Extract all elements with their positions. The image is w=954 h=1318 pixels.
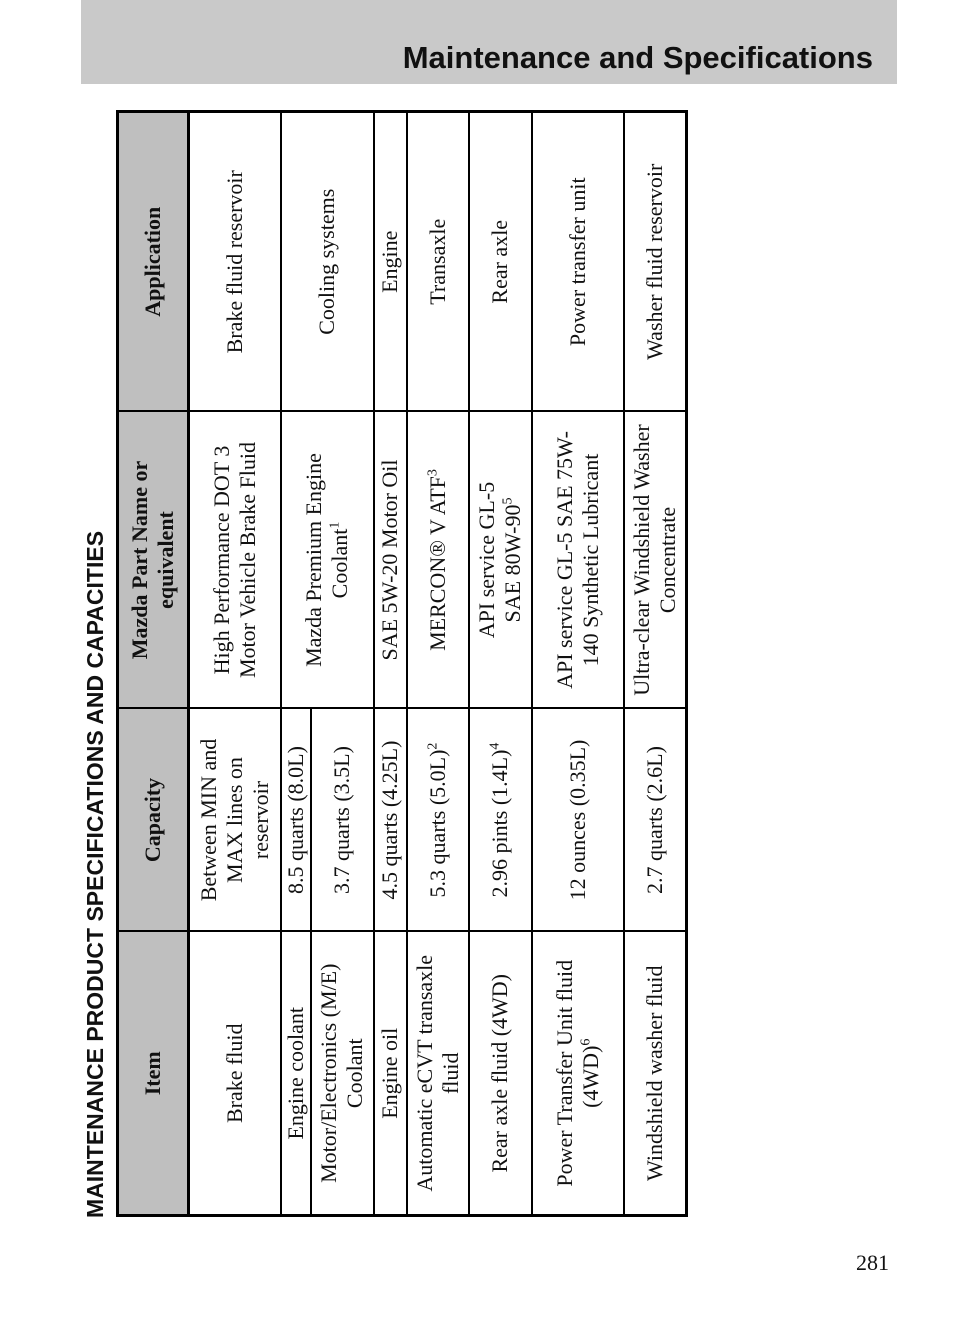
cell-capacity: 8.5 quarts (8.0L) bbox=[281, 709, 311, 932]
cell-application: Power transfer unit bbox=[532, 112, 624, 412]
table-row bbox=[374, 112, 407, 1216]
cell-application: Engine bbox=[374, 112, 407, 412]
header-part: Mazda Part Name or equivalent bbox=[118, 412, 189, 709]
table-row bbox=[624, 112, 687, 1216]
item-text: Power Transfer Unit fluid (4WD) bbox=[551, 959, 603, 1187]
cell-capacity: 3.7 quarts (3.5L) bbox=[311, 709, 374, 932]
table-header-row bbox=[118, 112, 189, 1216]
capacity-text: 5.3 quarts (5.0L) bbox=[424, 749, 450, 898]
table-row bbox=[532, 112, 624, 1216]
cell-application: Washer fluid reservoir bbox=[624, 112, 687, 412]
cell-item: Windshield washer fluid bbox=[624, 932, 687, 1216]
footnote-marker: 4 bbox=[487, 742, 503, 750]
part-text-line1: API service GL-5 bbox=[474, 481, 499, 639]
cell-item: Brake fluid bbox=[189, 932, 281, 1216]
cell-application: Brake fluid reservoir bbox=[189, 112, 281, 412]
cell-capacity: 4.5 quarts (4.25L) bbox=[374, 709, 407, 932]
footnote-marker: 1 bbox=[327, 521, 343, 529]
header-application: Application bbox=[118, 112, 189, 412]
cell-application: Rear axle bbox=[469, 112, 532, 412]
cell-capacity: 2.7 quarts (2.6L) bbox=[624, 709, 687, 932]
spec-table-container bbox=[116, 113, 688, 1217]
table-row bbox=[281, 112, 311, 1216]
header-band bbox=[81, 0, 897, 84]
part-text: Mazda Premium Engine Coolant bbox=[301, 453, 352, 667]
cell-part bbox=[407, 412, 469, 709]
footnote-marker: 3 bbox=[425, 469, 441, 477]
page-number: 281 bbox=[856, 1250, 889, 1275]
cell-application: Transaxle bbox=[407, 112, 469, 412]
cell-capacity: Between MIN and MAX lines on reservoir bbox=[189, 709, 281, 932]
cell-item: Engine coolant bbox=[281, 932, 311, 1216]
cell-capacity bbox=[469, 709, 532, 932]
cell-item: Engine oil bbox=[374, 932, 407, 1216]
capacity-text: 2.96 pints (1.4L) bbox=[487, 749, 512, 898]
cell-part bbox=[469, 412, 532, 709]
footnote-marker: 2 bbox=[425, 742, 441, 750]
part-text: MERCON® V ATF bbox=[424, 476, 450, 651]
cell-capacity: 12 ounces (0.35L) bbox=[532, 709, 624, 932]
spec-table bbox=[116, 110, 688, 1217]
header-capacity: Capacity bbox=[118, 709, 189, 932]
table-row bbox=[469, 112, 532, 1216]
part-text-line2: SAE 80W-90 bbox=[500, 504, 525, 623]
cell-item: Automatic eCVT transaxle fluid bbox=[407, 932, 469, 1216]
cell-part: Ultra-clear Windshield Washer Concentrate bbox=[624, 412, 687, 709]
cell-application: Cooling systems bbox=[281, 112, 374, 412]
cell-item: Rear axle fluid (4WD) bbox=[469, 932, 532, 1216]
cell-part: High Performance DOT 3 Motor Vehicle Brake Fluid bbox=[189, 412, 281, 709]
footnote-marker: 5 bbox=[500, 497, 516, 505]
page-title: Maintenance and Specifications bbox=[402, 40, 873, 75]
cell-capacity bbox=[407, 709, 469, 932]
footnote-marker: 6 bbox=[578, 1038, 594, 1046]
header-item: Item bbox=[118, 932, 189, 1216]
cell-item: Motor/Electronics (M/E) Coolant bbox=[311, 932, 374, 1216]
cell-part: SAE 5W-20 Motor Oil bbox=[374, 412, 407, 709]
table-row bbox=[407, 112, 469, 1216]
cell-part: API service GL-5 SAE 75W-140 Synthetic Lubricant bbox=[532, 412, 624, 709]
cell-item bbox=[532, 932, 624, 1216]
cell-part bbox=[281, 412, 374, 709]
table-row bbox=[189, 112, 281, 1216]
section-title: MAINTENANCE PRODUCT SPECIFICATIONS AND CAPACITIES bbox=[82, 530, 108, 1218]
